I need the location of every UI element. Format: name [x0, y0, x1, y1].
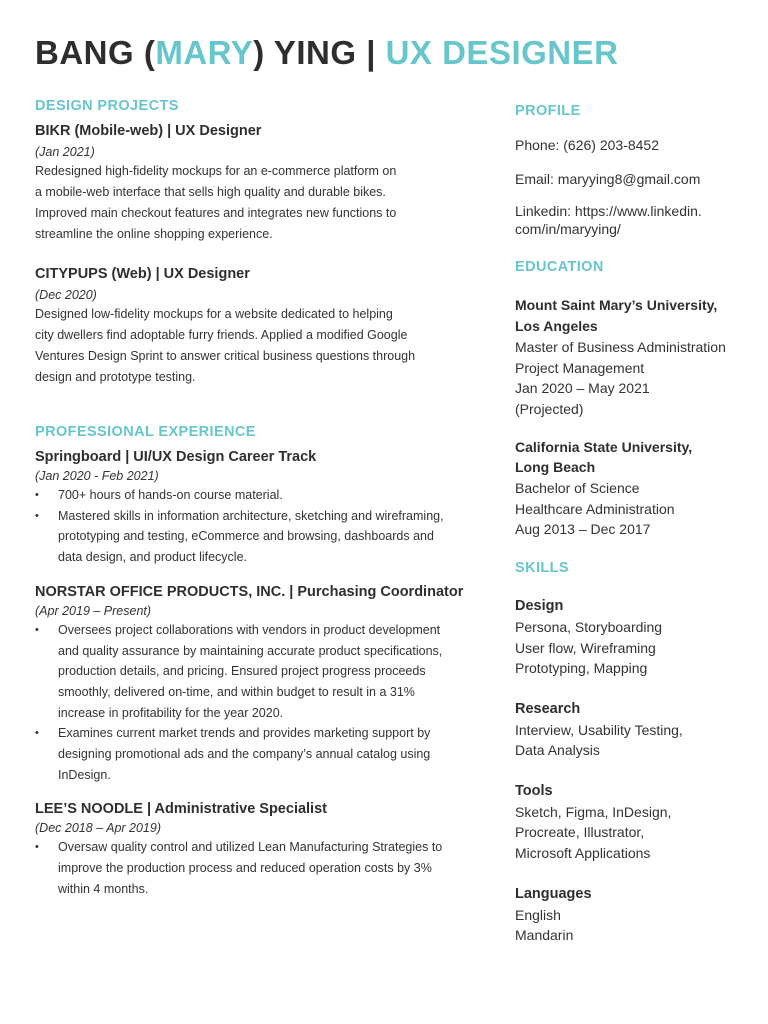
section-heading-profile: PROFILE: [515, 103, 581, 119]
school-name: California State University, Long Beach: [515, 438, 693, 476]
education-item: [515, 437, 755, 541]
section-heading-experience: PROFESSIONAL EXPERIENCE: [35, 424, 256, 440]
skill-group-items: English Mandarin: [515, 906, 574, 944]
project-date: (Jan 2021): [35, 145, 95, 159]
job-date: (Dec 2018 – Apr 2019): [35, 821, 162, 836]
school-name: Mount Saint Mary’s University, Los Angeles: [515, 297, 718, 335]
section-heading-education: EDUCATION: [515, 259, 604, 276]
skill-group-name: Tools: [515, 783, 553, 800]
list-item: • 700+ hours of hands-on course material.: [35, 485, 480, 506]
resume-title: [35, 33, 618, 73]
list-item: • Examines current market trends and provides marketing support by designing promotional ads and the company’s annual catalog using InDesign.: [35, 723, 480, 785]
skill-group: [515, 596, 755, 679]
job-date: (Jan 2020 - Feb 2021): [35, 469, 159, 483]
job-title: LEE’S NOODLE | Administrative Specialist: [35, 801, 327, 818]
section-heading-design-projects: DESIGN PROJECTS: [35, 98, 179, 114]
list-item: • Oversaw quality control and utilized Lean Manufacturing Strategies to improve the production process and reduced operation costs by 3% within 4 months.: [35, 837, 480, 899]
skill-group-name: Research: [515, 700, 581, 717]
job-title: NORSTAR OFFICE PRODUCTS, INC. | Purchasing Coordinator: [35, 583, 464, 600]
project-description: Redesigned high-fidelity mockups for an e-commerce platform on a mobile-web interface that sells high quality and durable bikes. Improved main checkout features and integrates new functions to streamline the online shopping experience.: [35, 164, 397, 241]
right-column: [515, 101, 755, 946]
experience-item: [35, 799, 480, 899]
project-description: Designed low-fidelity mockups for a website dedicated to helping city dwellers find adoptable furry friends. Applied a modified Google Ventures Design Sprint to answer critical business questions through design and prototype testing.: [35, 307, 416, 384]
skill-group: [515, 699, 755, 761]
project-item: [35, 264, 480, 388]
name-first: BANG (: [35, 34, 156, 71]
skill-group-items: Interview, Usability Testing, Data Analysis: [515, 721, 683, 759]
job-bullets: [35, 837, 480, 899]
skill-group-items: Sketch, Figma, InDesign, Procreate, Illustrator, Microsoft Applications: [515, 803, 672, 862]
skill-group: [515, 781, 755, 864]
profile-linkedin: Linkedin: https://www.linkedin. com/in/maryying/: [515, 203, 702, 238]
profile-phone: Phone: (626) 203-8452: [515, 137, 659, 153]
section-heading-skills: SKILLS: [515, 560, 569, 577]
skill-group-items: Persona, Storyboarding User flow, Wireframing Prototyping, Mapping: [515, 618, 663, 677]
experience-item: [35, 582, 480, 786]
degree-details: Bachelor of Science Healthcare Administration Aug 2013 – Dec 2017: [515, 480, 675, 538]
education-item: [515, 295, 755, 419]
skill-group: [515, 884, 755, 946]
name-last: ) YING |: [253, 34, 386, 71]
skill-group-name: Languages: [515, 885, 592, 902]
project-title: CITYPUPS (Web) | UX Designer: [35, 266, 250, 282]
list-item: • Mastered skills in information architecture, sketching and wireframing, prototyping and testing, eCommerce and browsing, dashboards and data design, and product lifecycle.: [35, 506, 480, 568]
experience-item: [35, 447, 480, 568]
profile-email: Email: maryying8@gmail.com: [515, 170, 701, 187]
job-bullets: [35, 620, 480, 786]
list-item: • Oversees project collaborations with vendors in product development and quality assurance by maintaining accurate product specifications, production details, and pricing. Ensured project progress proceeds smoothly, delivered on-time, and within budget to result in a 31% increase in profitability for the year 2020.: [35, 620, 480, 724]
left-column: [35, 96, 480, 900]
skill-group-name: Design: [515, 598, 564, 615]
job-title: Springboard | UI/UX Design Career Track: [35, 449, 317, 465]
project-title: BIKR (Mobile-web) | UX Designer: [35, 123, 262, 139]
name-nickname: MARY: [155, 34, 254, 71]
degree-details: Master of Business Administration Project Management Jan 2020 – May 2021 (Projected): [515, 338, 726, 417]
job-role: UX DESIGNER: [385, 34, 619, 71]
project-item: [35, 121, 480, 245]
job-bullets: [35, 485, 480, 568]
job-date: (Apr 2019 – Present): [35, 603, 152, 618]
project-date: (Dec 2020): [35, 288, 97, 302]
